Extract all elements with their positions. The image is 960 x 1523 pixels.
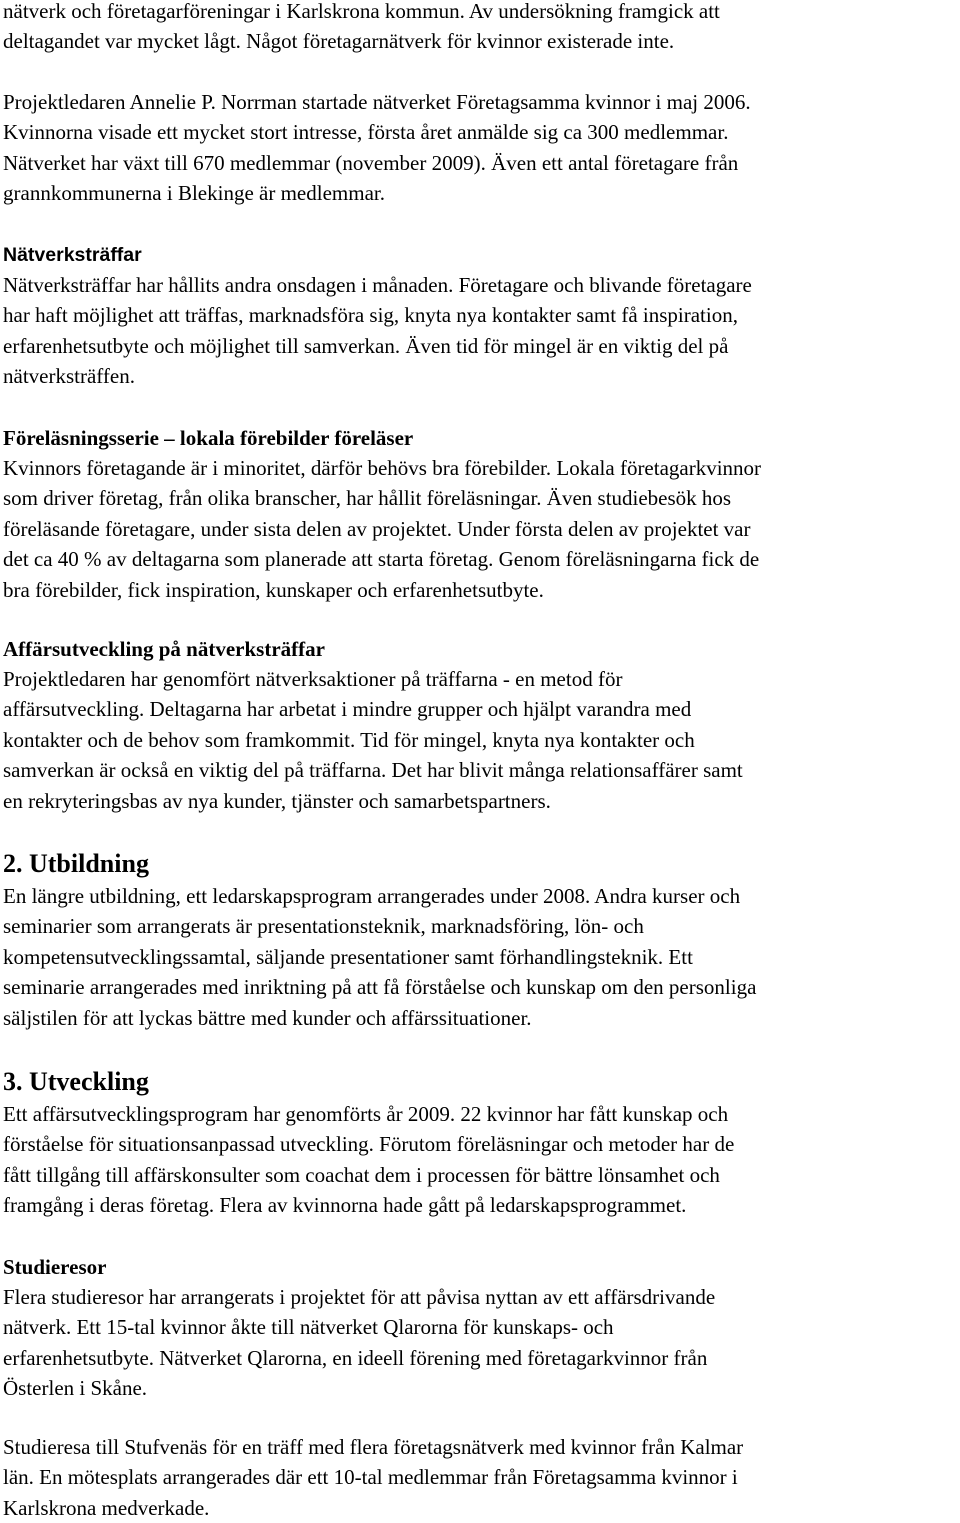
heading-affarsutveckling: Affärsutveckling på nätverksträffar bbox=[3, 637, 325, 661]
heading-natverkstraffar: Nätverksträffar bbox=[3, 244, 142, 266]
forelasningsserie-paragraph: Kvinnors företagande är i minoritet, därför behövs bra förebilder. Lokala företagarkvinnor som driver företag, från olika branscher, har hållit föreläsningar. Även studiebesök hos föreläsande företagare, under sista delen av projektet. Under första delen av projektet var det ca 40 % av deltagarna som planerade att starta företag. Genom föreläsningarna fick de bra förebilder, fick inspiration, kunskaper och erfarenhetsutbyte. bbox=[3, 456, 762, 602]
heading-utbildning: 2. Utbildning bbox=[3, 849, 149, 878]
studieresa-stufvenas-paragraph: Studieresa till Stufvenäs för en träff med flera företagsnätverk med kvinnor från Kalmar län. En mötesplats arrangerades där ett 10-tal medlemmar från Företagsamma kvinnor i Karlskrona medverkade. bbox=[3, 1435, 744, 1520]
heading-forelasningsserie: Föreläsningsserie – lokala förebilder föreläser bbox=[3, 426, 414, 450]
intro-network-study-paragraph: nätverk och företagarföreningar i Karlskrona kommun. Av undersökning framgick att deltagandet var mycket lågt. Något företagarnätverk för kvinnor existerade inte. bbox=[3, 0, 720, 54]
heading-studieresor: Studieresor bbox=[3, 1255, 107, 1279]
utveckling-paragraph: Ett affärsutvecklingsprogram har genomförts år 2009. 22 kvinnor har fått kunskap och förståelse för situationsanpassad utveckling. Förutom föreläsningar och metoder har de fått tillgång till affärskonsulter som coachat dem i processen för bättre lönsamhet och framgång i deras företag. Flera av kvinnorna hade gått på ledarskapsprogrammet. bbox=[3, 1102, 735, 1218]
utbildning-paragraph: En längre utbildning, ett ledarskapsprogram arrangerades under 2008. Andra kurser och seminarier som arrangerats är presentationsteknik, marknadsföring, lön- och kompetensutvecklingssamtal, säljande presentationer samt förhandlingsteknik. Ett seminarie arrangerades med inriktning på att få förståelse och kunskap om den personliga säljstilen för att lyckas bättre med kunder och affärssituationer. bbox=[3, 884, 757, 1030]
intro-founding-paragraph: Projektledaren Annelie P. Norrman startade nätverket Företagsamma kvinnor i maj 2006. Kvinnorna visade ett mycket stort intresse, första året anmälde sig ca 300 medlemmar. Nätverket har växt till 670 medlemmar (november 2009). Även ett antal företagare från grannkommunerna i Blekinge är medlemmar. bbox=[3, 90, 751, 206]
affarsutveckling-paragraph: Projektledaren har genomfört nätverksaktioner på träffarna - en metod för affärsutveckling. Deltagarna har arbetat i mindre grupper och hjälpt varandra med kontakter och de behov som framkommit. Tid för mingel, knyta nya kontakter och samverkan är också en viktig del på träffarna. Det har blivit många relationsaffärer samt en rekryteringsbas av nya kunder, tjänster och samarbetspartners. bbox=[3, 667, 743, 813]
heading-utveckling: 3. Utveckling bbox=[3, 1067, 149, 1096]
studieresor-paragraph: Flera studieresor har arrangerats i projektet för att påvisa nyttan av ett affärsdrivande nätverk. Ett 15-tal kvinnor åkte till nätverket Qlarorna för kunskaps- och erfarenhetsutbyte. Nätverket Qlarorna, en ideell förening med företagarkvinnor från Österlen i Skåne. bbox=[3, 1285, 716, 1401]
natverkstraffar-paragraph: Nätverksträffar har hållits andra onsdagen i månaden. Företagare och blivande företagare har haft möjlighet att träffas, marknadsföra sig, knyta nya kontakter samt få inspiration, erfarenhetsutbyte och möjlighet till samverkan. Även tid för mingel är en viktig del på nätverksträffen. bbox=[3, 273, 752, 389]
